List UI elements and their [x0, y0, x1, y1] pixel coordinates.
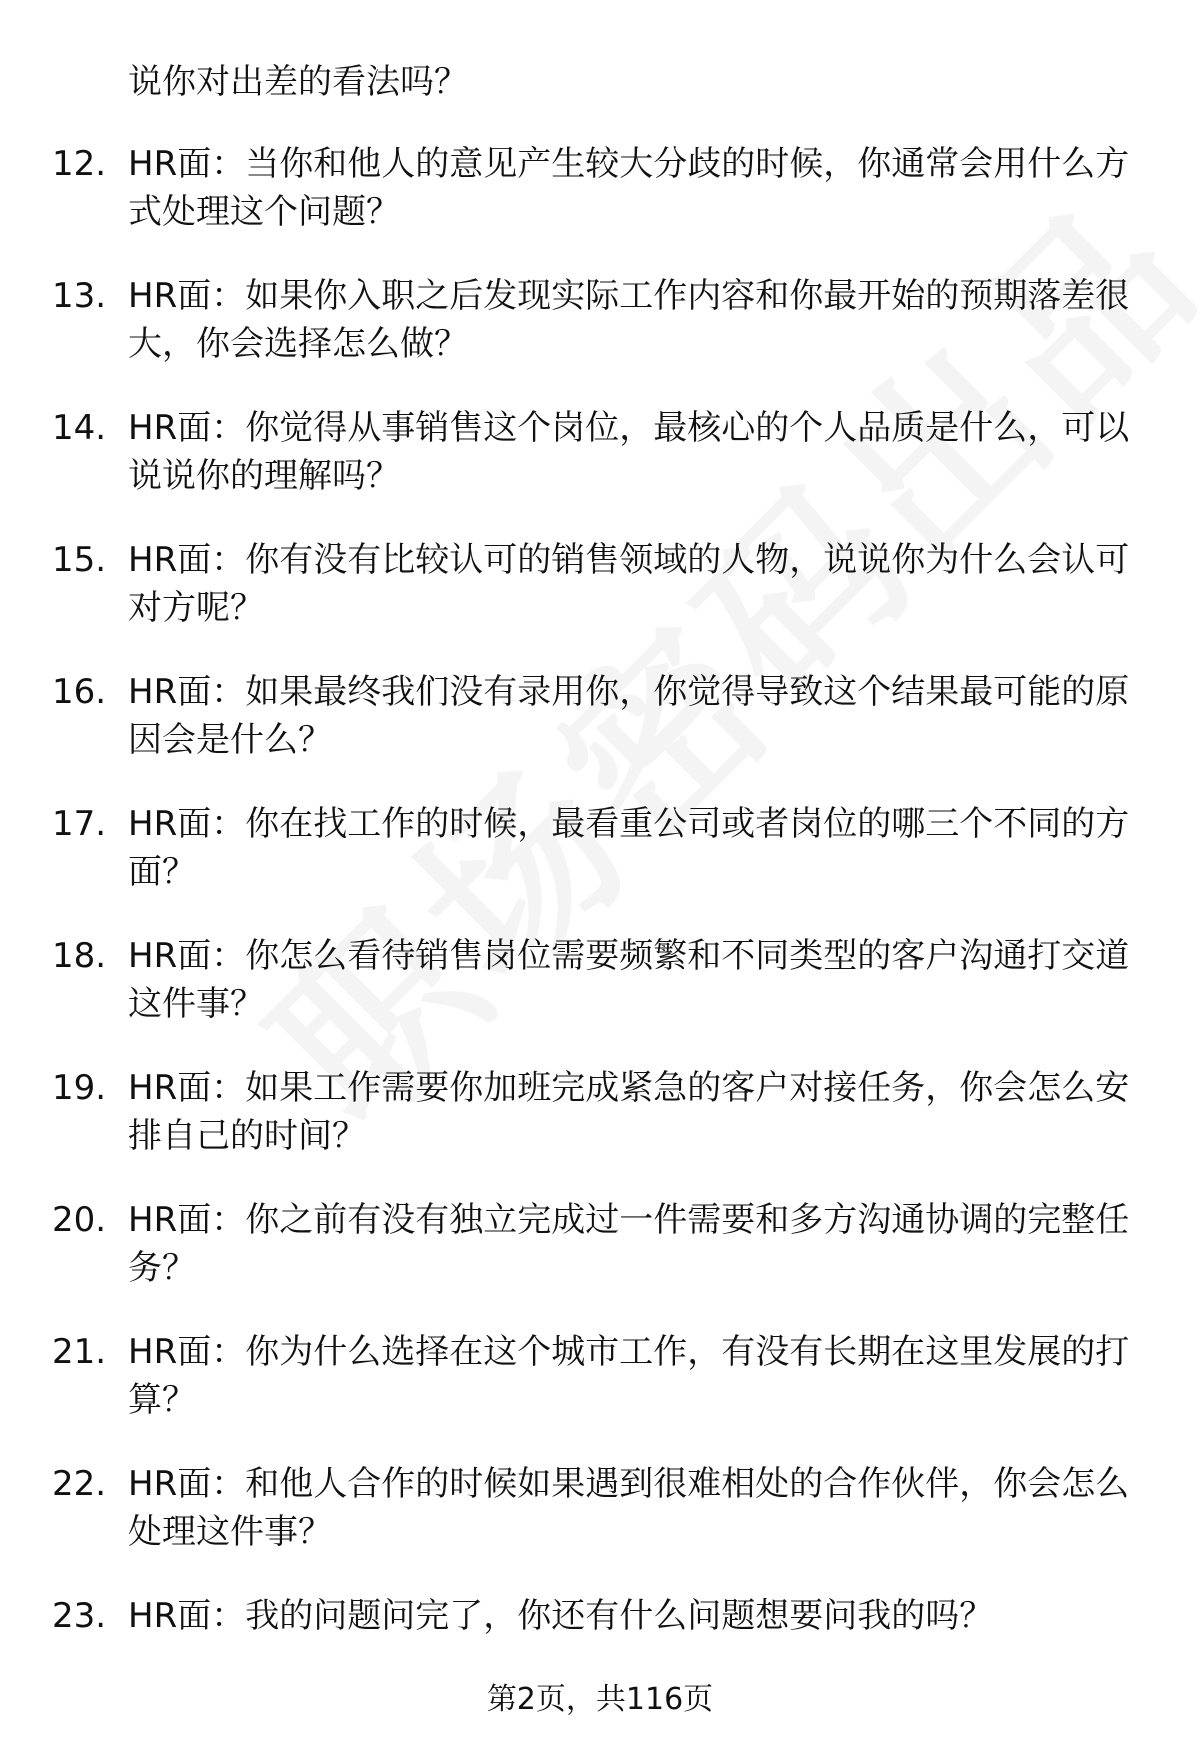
list-item-number: 22. [52, 1464, 107, 1504]
list-item [0, 140, 1200, 236]
list-item-number: 19. [52, 1068, 107, 1108]
list-item-text: HR面：你为什么选择在这个城市工作，有没有长期在这里发展的打算？ [128, 1332, 1130, 1420]
list-item-text: HR面：你觉得从事销售这个岗位，最核心的个人品质是什么，可以说说你的理解吗？ [128, 408, 1130, 496]
list-item [0, 1328, 1200, 1424]
list-item-number: 14. [52, 408, 107, 448]
list-item-text: HR面：当你和他人的意见产生较大分歧的时候，你通常会用什么方式处理这个问题？ [128, 144, 1130, 232]
list-item-text: HR面：你怎么看待销售岗位需要频繁和不同类型的客户沟通打交道这件事？ [128, 936, 1130, 1024]
list-item-text: HR面：你在找工作的时候，最看重公司或者岗位的哪三个不同的方面？ [128, 804, 1130, 892]
list-item-text: HR面：和他人合作的时候如果遇到很难相处的合作伙伴，你会怎么处理这件事？ [128, 1464, 1130, 1552]
list-item-text: HR面：我的问题问完了，你还有什么问题想要问我的吗？ [128, 1596, 994, 1636]
list-item-text: HR面：如果最终我们没有录用你，你觉得导致这个结果最可能的原因会是什么？ [128, 672, 1130, 760]
list-item-number: 18. [52, 936, 107, 976]
list-item-number: 12. [52, 144, 107, 184]
list-item-text: 说你对出差的看法吗？ [128, 62, 468, 102]
list-item [0, 404, 1200, 500]
list-item-text: HR面：你有没有比较认可的销售领域的人物，说说你为什么会认可对方呢？ [128, 540, 1130, 628]
list-item-number: 23. [52, 1596, 107, 1636]
list-item-number: 20. [52, 1200, 107, 1240]
page-number: 第2页，共116页 [486, 1682, 714, 1717]
list-item-text: HR面：如果你入职之后发现实际工作内容和你最开始的预期落差很大，你会选择怎么做？ [128, 276, 1130, 364]
list-item [0, 1064, 1200, 1160]
list-item [0, 1196, 1200, 1292]
list-item [0, 272, 1200, 368]
list-item [0, 536, 1200, 632]
list-item-text: HR面：你之前有没有独立完成过一件需要和多方沟通协调的完整任务？ [128, 1200, 1130, 1288]
list-item-number: 21. [52, 1332, 107, 1372]
question-list [0, 58, 1200, 1676]
list-item-number: 13. [52, 276, 107, 316]
list-item [0, 1592, 1200, 1640]
list-item-number: 16. [52, 672, 107, 712]
list-item-continuation [0, 58, 1200, 106]
list-item [0, 668, 1200, 764]
list-item [0, 932, 1200, 1028]
list-item-number: 17. [52, 804, 107, 844]
list-item-text: HR面：如果工作需要你加班完成紧急的客户对接任务，你会怎么安排自己的时间？ [128, 1068, 1130, 1156]
list-item-number: 15. [52, 540, 107, 580]
list-item [0, 1460, 1200, 1556]
list-item [0, 800, 1200, 896]
